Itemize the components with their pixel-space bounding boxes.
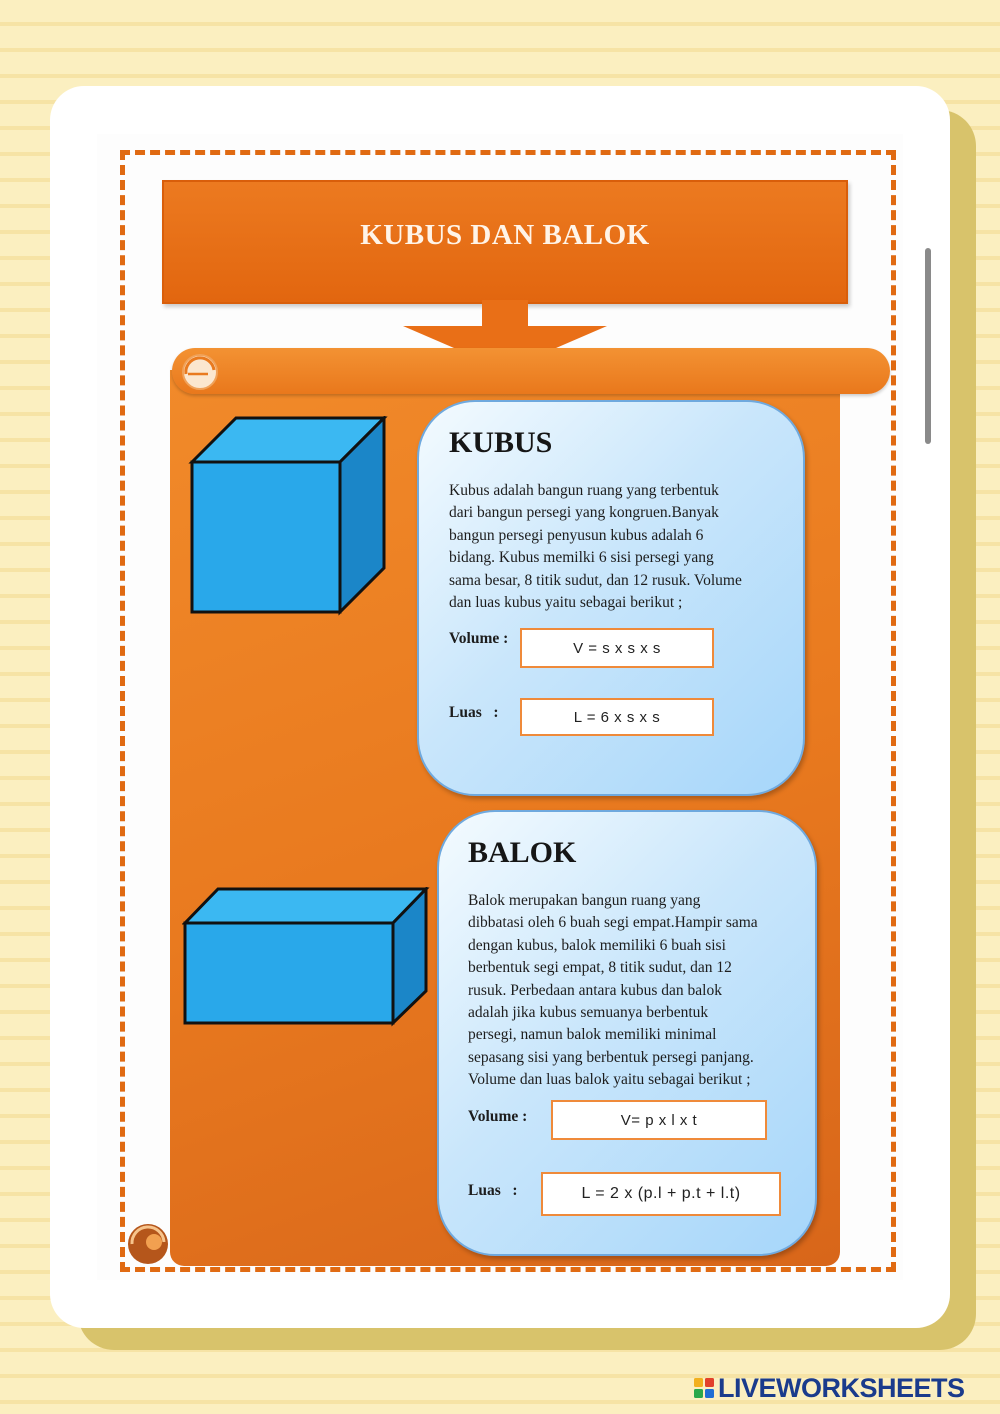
cube-illustration	[188, 416, 388, 618]
kubus-luas-label: Luas :	[449, 704, 499, 721]
balok-text-line: adalah jika kubus semuanya berbentuk	[468, 1004, 709, 1022]
page-title: KUBUS DAN BALOK	[360, 218, 650, 251]
kubus-text-line: sama besar, 8 titik sudut, dan 12 rusuk. Volume	[449, 571, 742, 589]
kubus-luas-formula: L = 6 x s x s	[520, 698, 714, 736]
scroll-roll-top	[172, 348, 890, 394]
title-banner	[162, 180, 848, 304]
balok-text-line: berbentuk segi empat, 8 titik sudut, dan 12	[468, 959, 732, 977]
balok-text-line: Volume dan luas balok yaitu sebagai berikut ;	[468, 1071, 751, 1089]
balok-text-line: dibbatasi oleh 6 buah segi empat.Hampir sama	[468, 914, 758, 932]
kubus-text-line: bidang. Kubus memilki 6 sisi persegi yang	[449, 549, 714, 567]
kubus-title: KUBUS	[449, 426, 553, 459]
kubus-volume-label: Volume :	[449, 630, 509, 647]
kubus-text-line: dan luas kubus yaitu sebagai berikut ;	[449, 594, 683, 612]
kubus-text-line: dari bangun persegi yang kongruen.Banyak	[449, 504, 719, 522]
kubus-text-line: Kubus adalah bangun ruang yang terbentuk	[449, 482, 719, 499]
cuboid-illustration	[182, 887, 430, 1027]
brand-name: LIVEWORKSHEETS	[718, 1372, 965, 1403]
scroll-curl-icon	[180, 352, 220, 392]
balok-volume-formula: V= p x l x t	[551, 1100, 767, 1140]
kubus-description	[449, 480, 777, 614]
balok-luas-formula: L = 2 x (p.l + p.t + l.t)	[541, 1172, 781, 1216]
balok-text-line: dengan kubus, balok memiliki 6 buah sisi	[468, 936, 726, 954]
kubus-info-box	[417, 400, 805, 796]
kubus-text-line: bangun persegi penyusun kubus adalah 6	[449, 526, 704, 544]
balok-text-line: Balok merupakan bangun ruang yang	[468, 892, 701, 909]
balok-title: BALOK	[468, 836, 577, 869]
balok-text-line: sepasang sisi yang berbentuk persegi panjang.	[468, 1048, 754, 1066]
liveworksheets-logo[interactable]	[693, 1373, 965, 1403]
balok-description	[468, 890, 790, 1092]
balok-info-box	[437, 810, 817, 1256]
balok-luas-label: Luas :	[468, 1182, 518, 1199]
liveworksheets-logo-icon	[693, 1377, 715, 1399]
kubus-volume-formula: V = s x s x s	[520, 628, 714, 668]
balok-text-line: persegi, namun balok memiliki minimal	[468, 1026, 717, 1044]
scrollbar[interactable]	[925, 248, 931, 444]
balok-volume-label: Volume :	[468, 1108, 528, 1125]
balok-text-line: rusuk. Perbedaan antara kubus dan balok	[468, 981, 722, 999]
scroll-curl-bottom-icon	[124, 1222, 172, 1266]
